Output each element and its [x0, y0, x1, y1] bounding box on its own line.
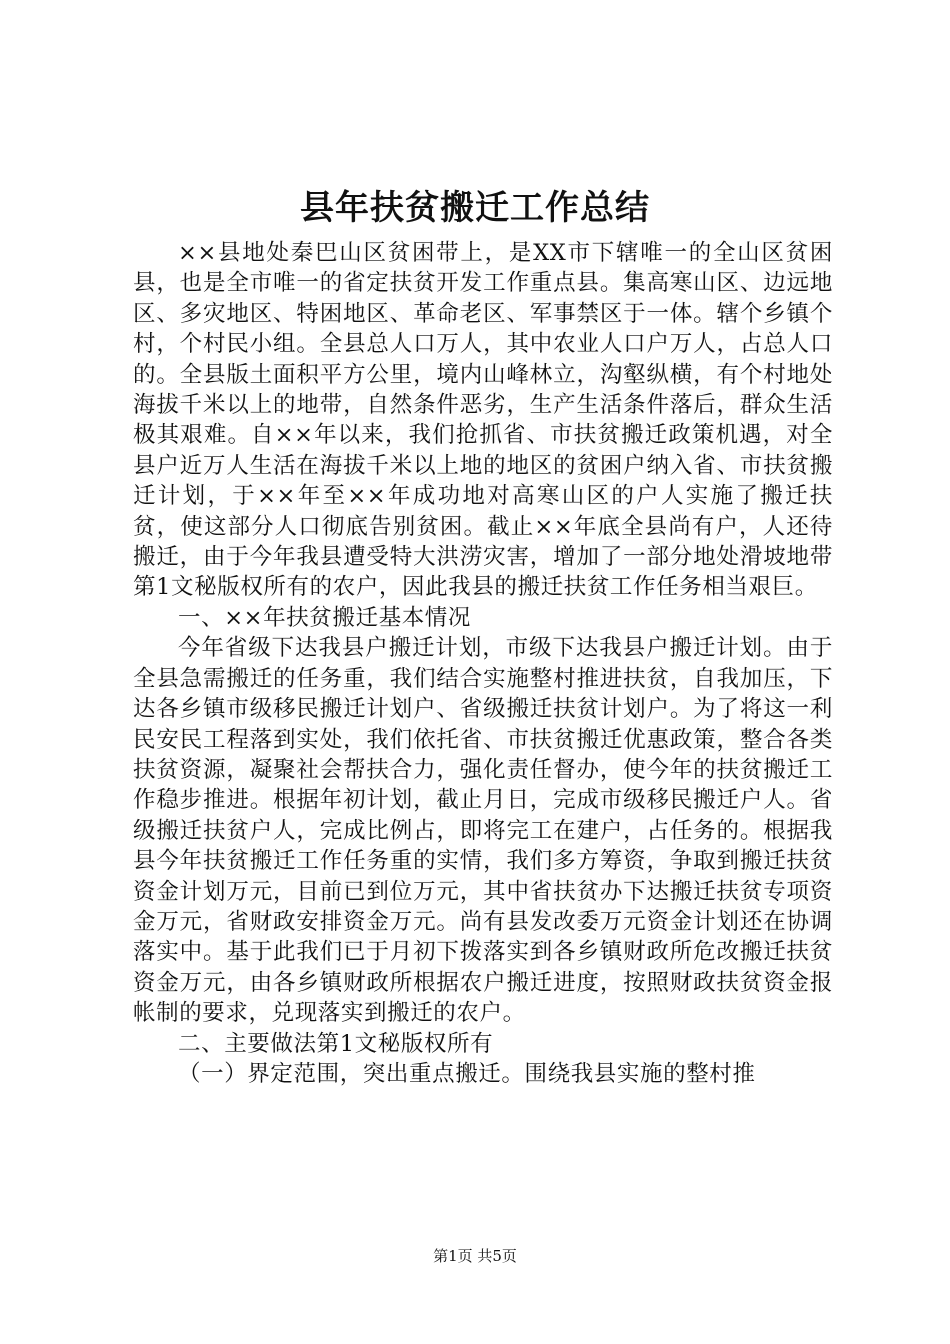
page-number-footer: 第1页 共5页: [433, 1247, 517, 1265]
intro-paragraph: ××县地处秦巴山区贫困带上，是XX市下辖唯一的全山区贫困县，也是全市唯一的省定扶贫开发工作重点县。集高寒山区、边远地区、多灾地区、特困地区、革命老区、军事禁区于一体。辖个乡镇个村，个村民小组。全县总人口万人，其中农业人口户万人，占总人口的。全县版土面积平方公里，境内山峰林立，沟壑纵横，有个村地处海拔千米以上的地带，自然条件恶劣，生产生活条件落后，群众生活极其艰难。自××年以来，我们抢抓省、市扶贫搬迁政策机遇，对全县户近万人生活在海拔千米以上地的地区的贫困户纳入省、市扶贫搬迁计划，于××年至××年成功地对高寒山区的户人实施了搬迁扶贫，使这部分人口彻底告别贫困。截止××年底全县尚有户，人还待搬迁，由于今年我县遭受特大洪涝灾害，增加了一部分地处滑坡地带第1文秘版权所有的农户，因此我县的搬迁扶贫工作任务相当艰巨。: [133, 240, 833, 601]
document-title: 县年扶贫搬迁工作总结: [300, 188, 650, 228]
subsection-heading-1: （一）界定范围，突出重点搬迁。围绕我县实施的整村推: [178, 1060, 756, 1087]
section-heading-1: 一、××年扶贫搬迁基本情况: [178, 604, 472, 631]
section-heading-2: 二、主要做法第1文秘版权所有: [178, 1030, 494, 1057]
document-body: [133, 238, 833, 1089]
section-1-paragraph: 今年省级下达我县户搬迁计划，市级下达我县户搬迁计划。由于全县急需搬迁的任务重，我们结合实施整村推进扶贫，自我加压，下达各乡镇市级移民搬迁计划户、省级搬迁扶贫计划户。为了将这一利民安民工程落到实处，我们依托省、市扶贫搬迁优惠政策，整合各类扶贫资源，凝聚社会帮扶合力，强化责任督办，使今年的扶贫搬迁工作稳步推进。根据年初计划，截止月日，完成市级移民搬迁户人。省级搬迁扶贫户人，完成比例占，即将完工在建户，占任务的。根据我县今年扶贫搬迁工作任务重的实情，我们多方筹资，争取到搬迁扶贫资金计划万元，目前已到位万元，其中省扶贫办下达搬迁扶贫专项资金万元，省财政安排资金万元。尚有县发改委万元资金计划还在协调落实中。基于此我们已于月初下拨落实到各乡镇财政所危改搬迁扶贫资金万元，由各乡镇财政所根据农户搬迁进度，按照财政扶贫资金报帐制的要求，兑现落实到搬迁的农户。: [133, 635, 833, 1027]
